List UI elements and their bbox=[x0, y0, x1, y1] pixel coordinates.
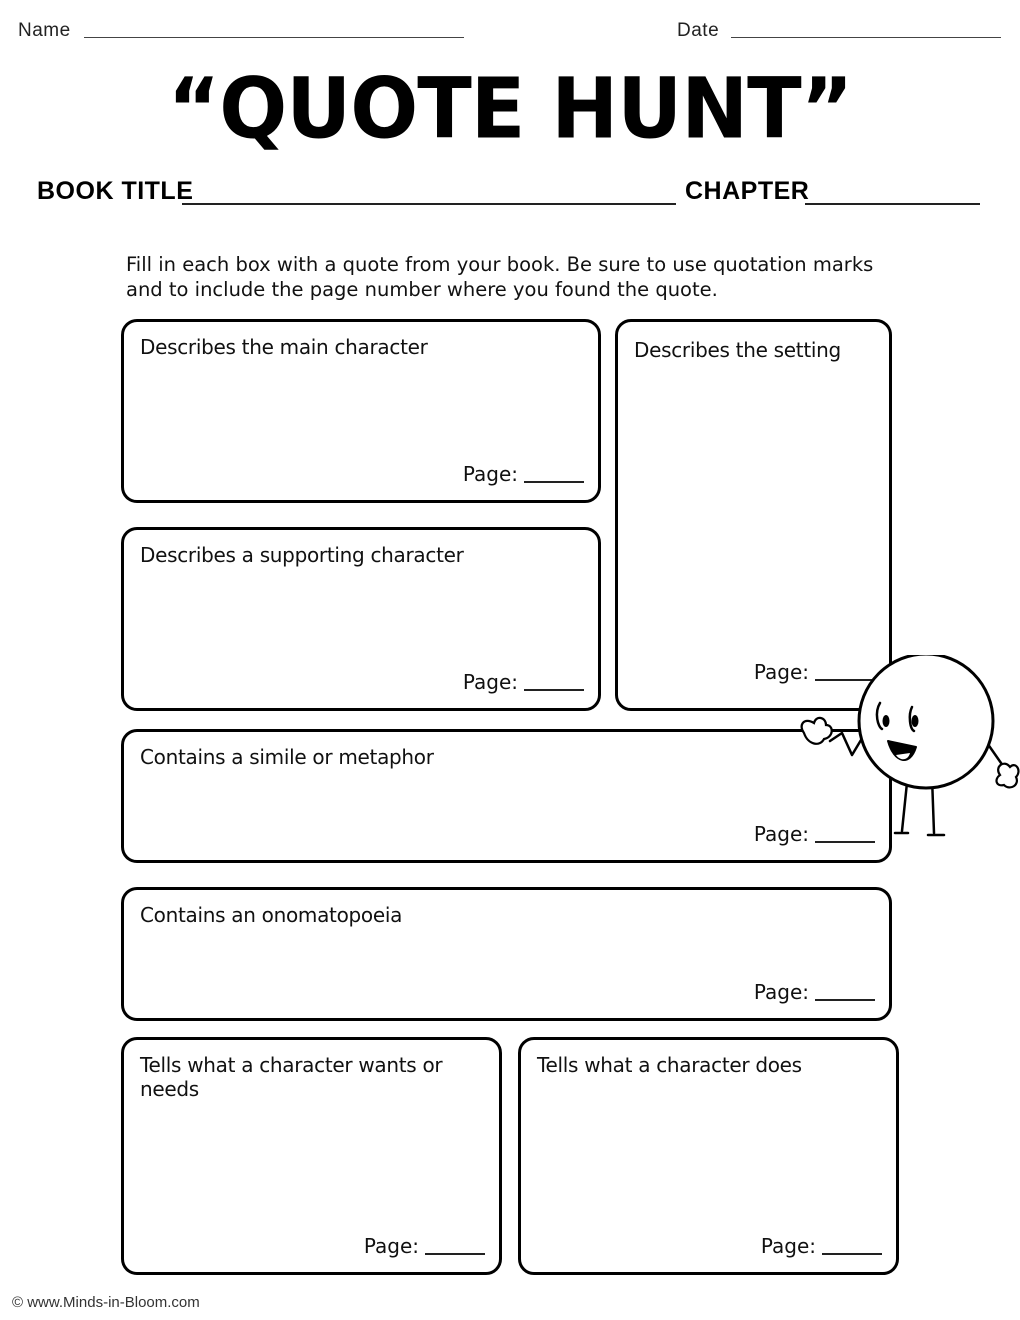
page-label: Page: bbox=[753, 822, 809, 846]
instructions: Fill in each box with a quote from your book. Be sure to use quotation marks and to include the page number where you found the quote. bbox=[126, 253, 874, 301]
quote-box-prompt: Tells what a character wants or needs bbox=[140, 1053, 443, 1101]
name-input-line[interactable] bbox=[84, 22, 464, 38]
page-blank-line[interactable] bbox=[524, 481, 584, 483]
quote-box-prompt: Describes the setting bbox=[634, 338, 841, 362]
page-label: Page: bbox=[753, 980, 809, 1004]
page-blank-line[interactable] bbox=[425, 1253, 485, 1255]
quote-box-prompt: Describes a supporting character bbox=[140, 543, 464, 567]
quote-box-prompt: Contains an onomatopoeia bbox=[140, 903, 403, 927]
copyright-text: © www.Minds-in-Bloom.com bbox=[12, 1294, 200, 1311]
quote-box-character-wants[interactable] bbox=[121, 1037, 502, 1275]
quote-box-onomatopoeia[interactable] bbox=[121, 887, 892, 1021]
book-title-input-line[interactable] bbox=[182, 184, 676, 205]
quote-box-main-character[interactable] bbox=[121, 319, 601, 503]
page-blank-line[interactable] bbox=[822, 1253, 882, 1255]
quote-box-prompt: Tells what a character does bbox=[537, 1053, 802, 1077]
page-number-field[interactable] bbox=[463, 462, 584, 486]
page-label: Page: bbox=[363, 1234, 419, 1258]
page-label: Page: bbox=[760, 1234, 816, 1258]
name-label: Name bbox=[18, 20, 71, 41]
page-number-field[interactable] bbox=[761, 1234, 882, 1258]
quote-box-prompt: Describes the main character bbox=[140, 335, 428, 359]
page-number-field[interactable] bbox=[364, 1234, 485, 1258]
page-blank-line[interactable] bbox=[524, 689, 584, 691]
date-input-line[interactable] bbox=[731, 22, 1001, 38]
page-number-field[interactable] bbox=[463, 670, 584, 694]
page-label: Page: bbox=[462, 462, 518, 486]
book-title-label: BOOK TITLE bbox=[37, 177, 194, 205]
chapter-label: CHAPTER bbox=[685, 177, 810, 205]
date-label: Date bbox=[677, 20, 720, 41]
page-title: “QUOTE HUNT” bbox=[167, 59, 853, 158]
chapter-input-line[interactable] bbox=[805, 184, 980, 205]
page-blank-line[interactable] bbox=[815, 999, 875, 1001]
round-cartoon-character-icon bbox=[790, 655, 1020, 845]
page-label: Page: bbox=[462, 670, 518, 694]
quote-box-setting[interactable] bbox=[615, 319, 892, 711]
quote-box-character-does[interactable] bbox=[518, 1037, 899, 1275]
page-label: Page: bbox=[753, 660, 809, 684]
quote-box-prompt: Contains a simile or metaphor bbox=[140, 745, 434, 769]
quote-box-supporting-character[interactable] bbox=[121, 527, 601, 711]
page-number-field[interactable] bbox=[754, 980, 875, 1004]
quote-box-simile-metaphor[interactable] bbox=[121, 729, 892, 863]
